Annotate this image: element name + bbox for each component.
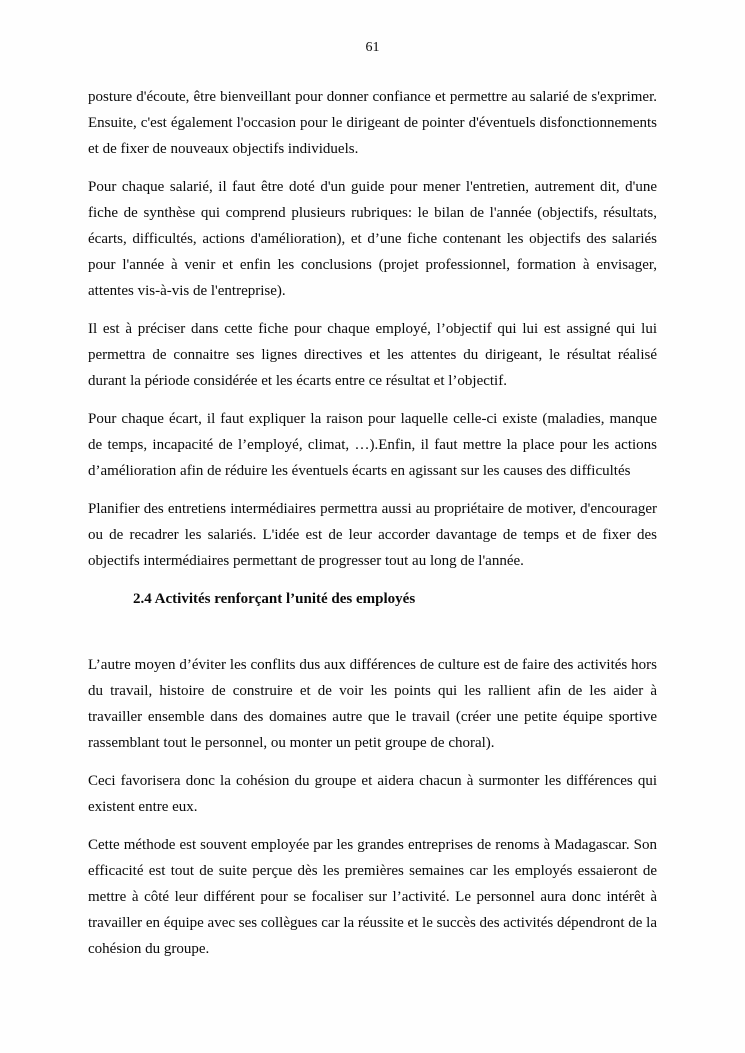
- paragraph: Ceci favorisera donc la cohésion du groupe et aidera chacun à surmonter les différences qui existent entre eux.: [88, 773, 657, 815]
- paragraph: L’autre moyen d’éviter les conflits dus aux différences de culture est de faire des activités hors du travail, histoire de construire et de voir les points qui les rallient afin de les aider à travailler ensemble dans des domaines autre que le travail (créer une petite équipe sportive rassemblant tout le personnel, ou monter un petit groupe de choral).: [88, 657, 657, 751]
- paragraph: Planifier des entretiens intermédiaires permettra aussi au propriétaire de motiver, d'encourager ou de recadrer les salariés. L'idée est de leur accorder davantage de temps et de fixer des objectifs intermédiaires permettant de progresser tout au long de l'année.: [88, 501, 657, 569]
- paragraph: Il est à préciser dans cette fiche pour chaque employé, l’objectif qui lui est assigné qui lui permettra de connaitre ses lignes directives et les attentes du dirigeant, le résultat réalisé durant la période considérée et les écarts entre ce résultat et l’objectif.: [88, 321, 657, 389]
- paragraph: posture d'écoute, être bienveillant pour donner confiance et permettre au salarié de s'exprimer. Ensuite, c'est également l'occasion pour le dirigeant de pointer d'éventuels disfonctionnements et de fixer de nouveaux objectifs individuels.: [88, 89, 657, 157]
- page-number: 61: [365, 40, 380, 55]
- paragraph: Cette méthode est souvent employée par les grandes entreprises de renoms à Madagascar. Son efficacité est tout de suite perçue dès les premières semaines car les employés essaieront de mettre à côté leur différent pour se focaliser sur l’activité. Le personnel aura donc intérêt à travailler en équipe avec ses collègues car la réussite et le succès des activités dépendront de la cohésion du groupe.: [88, 837, 657, 957]
- section-heading: 2.4 Activités renforçant l’unité des employés: [133, 591, 416, 607]
- paragraph: Pour chaque salarié, il faut être doté d'un guide pour mener l'entretien, autrement dit, d'une fiche de synthèse qui comprend plusieurs rubriques: le bilan de l'année (objectifs, résultats, écarts, difficultés, actions d'amélioration), et d’une fiche contenant les objectifs des salariés pour l'année à venir et enfin les conclusions (projet professionnel, formation à envisager, attentes vis-à-vis de l'entreprise).: [88, 179, 657, 299]
- paragraph: Pour chaque écart, il faut expliquer la raison pour laquelle celle-ci existe (maladies, manque de temps, incapacité de l’employé, climat, …).Enfin, il faut mettre la place pour les actions d’amélioration afin de réduire les éventuels écarts en agissant sur les causes des difficultés: [88, 411, 657, 479]
